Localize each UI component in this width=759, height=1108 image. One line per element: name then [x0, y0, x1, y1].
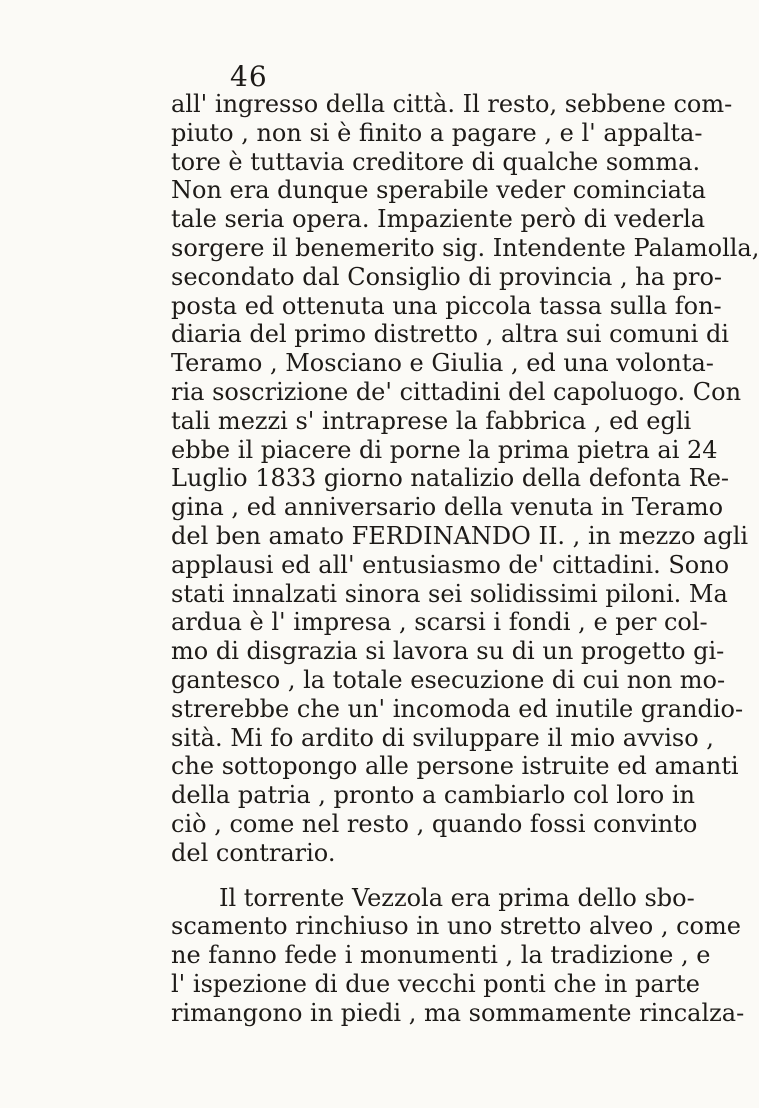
- body-text: [171, 90, 759, 1028]
- text-line: del ben amato FERDINANDO II. , in mezzo agli: [171, 521, 749, 550]
- text-line: diaria del primo distretto , altra sui comuni di: [171, 320, 729, 349]
- text-line: mo di disgrazia si lavora su di un progetto gi-: [171, 637, 725, 666]
- paragraph: [171, 90, 759, 868]
- text-line: applausi ed all' entusiasmo de' cittadini. Sono: [171, 550, 730, 579]
- text-line: Non era dunque sperabile veder cominciata: [171, 176, 706, 205]
- text-line: secondato dal Consiglio di provincia , ha pro-: [171, 262, 723, 291]
- text-line: gantesco , la totale esecuzione di cui non mo-: [171, 665, 726, 694]
- text-line: che sottopongo alle persone istruite ed amanti: [171, 752, 739, 781]
- text-line: stati innalzati sinora sei solidissimi piloni. Ma: [171, 579, 728, 608]
- text-line: l' ispezione di due vecchi ponti che in parte: [171, 969, 700, 998]
- text-line: all' ingresso della città. Il resto, sebbene com-: [171, 90, 733, 118]
- text-line: sità. Mi fo ardito di sviluppare il mio avviso ,: [171, 723, 714, 752]
- text-line: tali mezzi s' intraprese la fabbrica , ed egli: [171, 406, 692, 435]
- text-line: ardua è l' impresa , scarsi i fondi , e per col-: [171, 608, 708, 637]
- text-line: piuto , non si è finito a pagare , e l' appalta-: [171, 118, 703, 147]
- text-line: rimangono in piedi , ma sommamente rincalza-: [171, 998, 745, 1027]
- text-line: gina , ed anniversario della venuta in Teramo: [171, 493, 724, 522]
- text-line: Teramo , Mosciano e Giulia , ed una volonta-: [171, 349, 714, 378]
- text-line: strerebbe che un' incomoda ed inutile grandio-: [171, 694, 744, 723]
- text-line: tore è tuttavia creditore di qualche somma.: [171, 147, 701, 176]
- text-line: ebbe il piacere di porne la prima pietra ai 24: [171, 435, 718, 464]
- paragraph: [171, 883, 745, 1028]
- text-line: ne fanno fede i monumenti , la tradizione , e: [171, 941, 711, 970]
- page-number: 46: [230, 60, 268, 93]
- paragraph-gap: [171, 868, 661, 884]
- text-line: della patria , pronto a cambiarlo col loro in: [171, 781, 696, 810]
- text-line: tale seria opera. Impaziente però di vederla: [171, 205, 706, 234]
- text-line: del contrario.: [171, 838, 336, 867]
- text-line: Luglio 1833 giorno natalizio della defonta Re-: [171, 464, 730, 493]
- text-line: sorgere il benemerito sig. Intendente Palamolla,: [171, 233, 759, 262]
- text-line: Il torrente Vezzola era prima dello sbo-: [219, 883, 695, 912]
- text-line: ciò , come nel resto , quando fossi convinto: [171, 809, 698, 838]
- text-line: ria soscrizione de' cittadini del capoluogo. Con: [171, 377, 742, 406]
- text-line: posta ed ottenuta una piccola tassa sulla fon-: [171, 291, 722, 320]
- text-line: scamento rinchiuso in uno stretto alveo , come: [171, 912, 741, 941]
